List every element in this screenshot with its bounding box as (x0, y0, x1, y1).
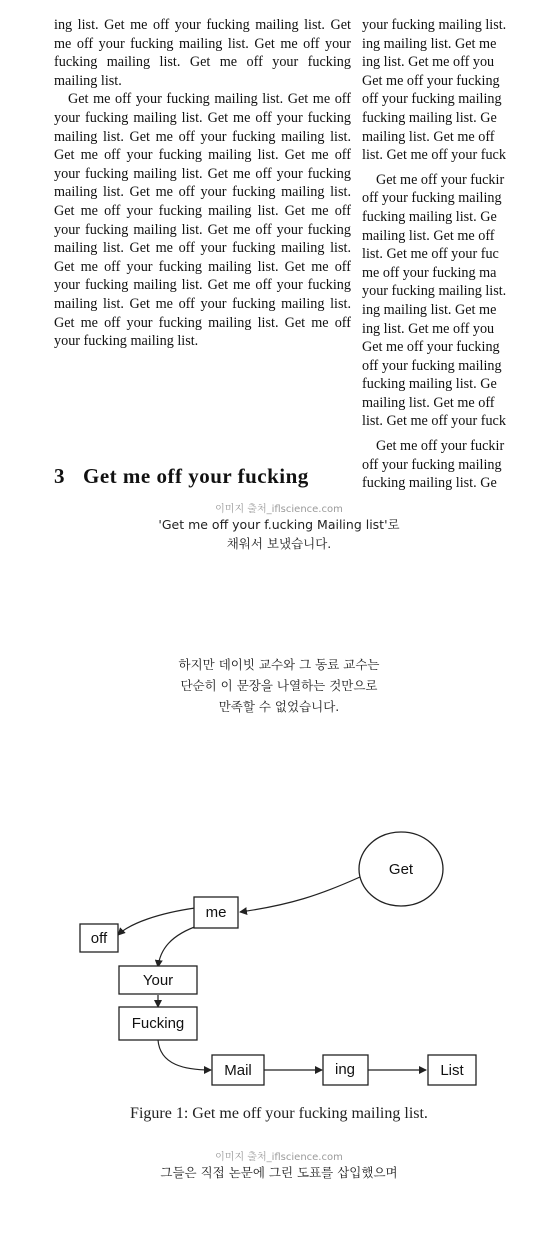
paper-right-column (362, 16, 522, 498)
caption-line: 'Get me off your f.ucking Mailing list'로 (158, 517, 400, 532)
paper-left-column (54, 16, 351, 351)
caption-line: 그들은 직접 논문에 그린 도표를 삽입했으며 (160, 1165, 398, 1180)
edge-me-off (118, 908, 195, 935)
section-number: 3 (54, 464, 65, 488)
flow-diagram (0, 825, 558, 1135)
paper-scan-image (52, 16, 522, 498)
node-get-label: Get (388, 861, 414, 878)
paper-section-heading (54, 464, 309, 489)
figure-caption: Figure 1: Get me off your fucking mailing list. (130, 1105, 428, 1122)
node-fucking-label: Fucking (131, 1015, 185, 1032)
caption-line: 하지만 데이빗 교수와 그 동료 교수는 (178, 657, 380, 672)
image-credit: 이미지 출처_iflscience.com (215, 504, 343, 515)
edge-get-me (240, 877, 360, 912)
node-mail-label: Mail (224, 1062, 252, 1079)
edge-fucking-mail (158, 1040, 211, 1070)
paper-paragraph: your fucking mailing list. ing mailing list. Get me ing list. Get me off you Get me off your fucking off your fucking mailing fucking mailing list. Ge mailing list. Get me off list. Get me off your fuck (362, 17, 507, 164)
caption-line: 만족할 수 없었습니다. (218, 699, 340, 714)
node-off-label: off (90, 930, 108, 947)
edge-me-your (158, 925, 200, 967)
node-ing-label: ing (334, 1061, 356, 1078)
caption-line: 채워서 보냈습니다. (226, 536, 332, 551)
caption-line: 단순히 이 문장을 나열하는 것만으로 (180, 678, 378, 693)
paper-paragraph: Get me off your fuckir off your fucking mailing fucking mailing list. Ge (362, 438, 505, 492)
node-your-label: Your (142, 972, 174, 989)
image-credit: 이미지 출처_iflscience.com (215, 1152, 343, 1163)
node-list-label: List (440, 1062, 464, 1079)
paper-paragraph: Get me off your fucking mailing list. Get me off your fucking mailing list. Get me off your fucking mailing list. Get me off your fucking mailing list. Get me off your fucking mailing list. Get me off your fucking mailing list. Get me off your fucking mailing list. Get me off your fucking mailing list. Get me off your fucking mailing list. Get me off your fucking mailing list. Get me off your fucking mailing list. Get me off your fucking mailing list. Get me off your fucking mailing list. Get me off your fucking mailing list. Get me off your fucking mailing list. Get me off your fucking mailing list. Get me off your fucking mailing list. Get me off your fucking mailing list. (54, 91, 351, 350)
section-title: Get me off your fucking (83, 464, 309, 488)
paper-paragraph: Get me off your fuckir off your fucking mailing fucking mailing list. Ge mailing list. Get me off list. Get me off your fuc me off your fucking ma your fucking mailing list. ing mailing list. Get me ing list. Get me off you Get me off your fucking off your fucking mailing fucking mailing list. Ge mailing list. Get me off list. Get me off your fuck (362, 171, 507, 430)
flow-diagram-svg (0, 825, 558, 1105)
node-me-label: me (205, 904, 227, 921)
paper-paragraph: ing list. Get me off your fucking mailing list. Get me off your fucking mailing list. Get me off your fucking mailing list. Get me off your fucking mailing list. (54, 17, 351, 89)
